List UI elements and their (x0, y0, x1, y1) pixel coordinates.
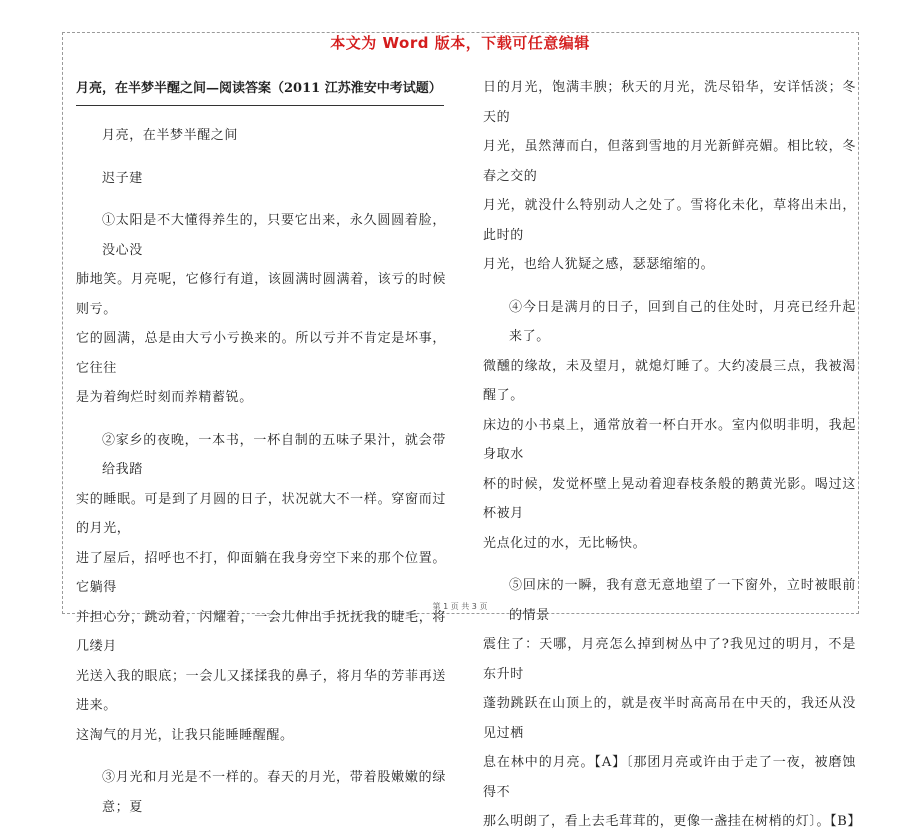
paragraph-5-line: 蓬勃跳跃在山顶上的，就是夜半时高高吊在中天的，我还从没见过栖 (483, 696, 856, 741)
paragraph-4-line: ④今日是满月的日子，回到自己的住处时，月亮已经升起来了。 (509, 299, 856, 344)
paragraph-4-line: 杯的时候，发觉杯壁上晃动着迎春枝条般的鹅黄光影。喝过这杯被月 (483, 476, 856, 521)
paragraph-3-line: ③月光和月光是不一样的。春天的月光，带着股嫩嫩的绿意；夏 (102, 770, 446, 815)
title-underline (76, 105, 444, 106)
paragraph-1-line: 肺地笑。月亮呢，它修行有道，该圆满时圆满着，该亏的时候则亏。 (76, 272, 446, 317)
paragraph-2-line: 这淘气的月光，让我只能睡睡醒醒。 (76, 727, 294, 743)
paragraph-2-line: 进了屋后，招呼也不打，仰面躺在我身旁空下来的那个位置。它躺得 (76, 550, 446, 595)
paragraph-3-line: 月光，就没什么特别动人之处了。雪将化未化，草将出未出，此时的 (483, 198, 856, 243)
left-body (76, 121, 446, 822)
paragraph-2-line: 并担心分，跳动着，闪耀着，一会儿伸出手抚抚我的睫毛，将几缕月 (76, 609, 446, 654)
paragraph-1-line: 它的圆满，总是由大亏小亏换来的。所以亏并不肯定是坏事，它往往 (76, 331, 446, 376)
paragraph-4-line: 床边的小书桌上，通常放着一杯白开水。室内似明非明，我起身取水 (483, 417, 856, 462)
paragraph-2-line: 实的睡眠。可是到了月圆的日子，状况就大不一样。穿窗而过的月光， (76, 491, 446, 536)
paragraph-3-line: 月光，虽然薄而白，但落到雪地的月光新鲜亮媚。相比较，冬春之交的 (483, 139, 856, 184)
right-column (483, 73, 861, 837)
paragraph-5-line: ⑤回床的一瞬，我有意无意地望了一下窗外，立时被眼前的情景 (509, 578, 856, 623)
paragraph-1-line: ①太阳是不大懂得养生的，只要它出来，永久圆圆着脸，没心没 (102, 213, 446, 258)
paragraph-2-line: 光送入我的眼底；一会儿又揉揉我的鼻子，将月华的芳菲再送进来。 (76, 668, 446, 713)
paragraph-5-line: 震住了：天哪，月亮怎么掉到树丛中了?我见过的明月，不是东升时 (483, 637, 856, 682)
article-author: 迟子建 (102, 170, 143, 186)
paragraph-1-line: 是为着绚烂时刻而养精蓄锐。 (76, 390, 253, 405)
paragraph-4-line: 微醺的缘故，未及望月，就熄灯睡了。大约凌晨三点，我被渴醒了。 (483, 358, 856, 403)
download-banner: 本文为 Word 版本，下载可任意编辑 (330, 34, 590, 52)
paragraph-4-line: 光点化过的水，无比畅快。 (483, 535, 647, 551)
paragraph-3-line: 月光，也给人犹疑之感，瑟瑟缩缩的。 (483, 257, 715, 272)
left-column (76, 78, 446, 822)
paragraph-5-line: 那么明朗了，看上去毛茸茸的，更像一盏挂在树梢的灯〕。【B】 (483, 814, 861, 829)
paragraph-2-line: ②家乡的夜晚，一本书，一杯自制的五味子果汁，就会带给我踏 (102, 432, 446, 477)
article-heading: 月亮，在半梦半醒之间 (102, 128, 239, 143)
page-title: 月亮，在半梦半醒之间—阅读答案（2011 江苏淮安中考试题） (76, 81, 442, 96)
paragraph-5-line: 息在林中的月亮。【A】〔那团月亮或许由于走了一夜，被磨蚀得不 (483, 755, 856, 800)
page-number-footer: 第 1 页 共 3 页 (432, 602, 488, 611)
paragraph-3-line: 日的月光，饱满丰腴；秋天的月光，洗尽铅华，安详恬淡；冬天的 (483, 80, 856, 125)
